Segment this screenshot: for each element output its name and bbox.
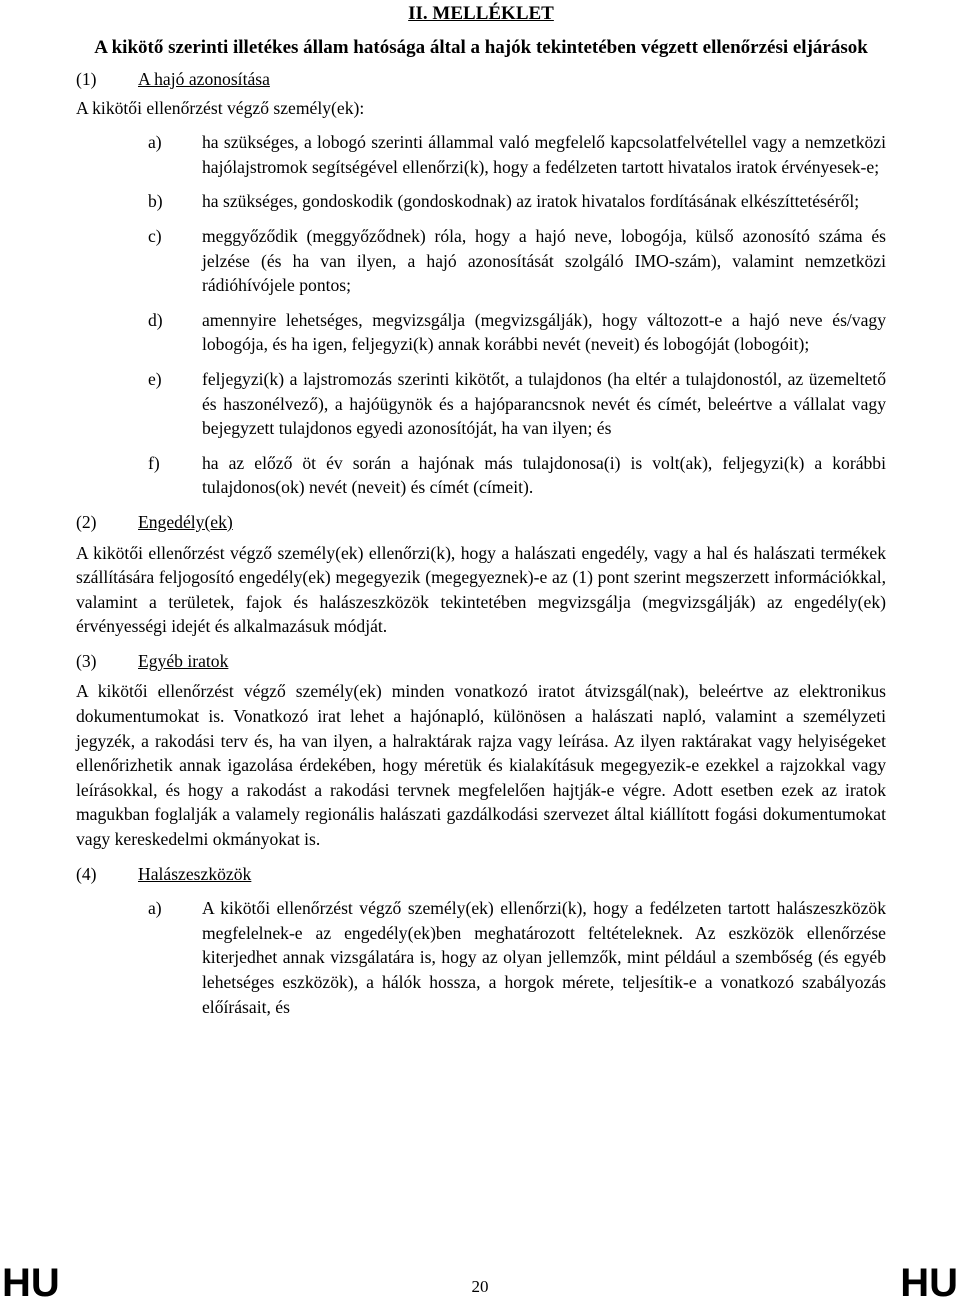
footer-language-left: HU	[2, 1261, 60, 1305]
document-page	[76, 0, 886, 1029]
item-label: b)	[148, 191, 163, 212]
main-title: A kikötő szerinti illetékes állam hatósága által a hajók tekintetében végzett ellenőrzési eljárások	[94, 37, 868, 58]
item-label: d)	[148, 309, 163, 330]
section-number: (3)	[76, 650, 97, 671]
list-item	[148, 189, 886, 214]
section-heading	[76, 510, 886, 535]
section-number: (2)	[76, 511, 97, 532]
item-text: ha az előző öt év során a hajónak más tulajdonosa(i) is volt(ak), feljegyzi(k) a korábbi tulajdonos(ok) nevét (neveit) és címét (címeit).	[202, 452, 886, 498]
item-label: e)	[148, 368, 162, 389]
item-text: amennyire lehetséges, megvizsgálja (megvizsgálják), hogy változott-e a hajó neve és/vagy lobogója, és ha igen, feljegyzi(k) annak korábbi nevét (neveit) és lobogóját (lobogóit);	[202, 309, 886, 355]
section-title: Halászeszközök	[138, 863, 252, 884]
list-item	[148, 224, 886, 298]
list-item	[148, 451, 886, 500]
item-text: meggyőződik (meggyőződnek) róla, hogy a hajó neve, lobogója, külső azonosító száma és jelzése (és ha van ilyen, a hajó azonosítását szolgáló IMO-szám), valamint nemzetközi rádióhívójele pontos;	[202, 225, 886, 296]
item-text: feljegyzi(k) a lajstromozás szerinti kikötőt, a tulajdonos (ha eltér a tulajdonostól, az üzemeltető és haszonélvező), a hajóügynök és a hajóparancsnok nevét és címét, beleértve a vállalat vagy bejegyzett tulajdonos egyedi azonosítóját, ha van ilyen; és	[202, 368, 886, 439]
section-title: Engedély(ek)	[138, 511, 233, 532]
item-label: f)	[148, 452, 160, 473]
section-intro: A kikötői ellenőrzést végző személy(ek):	[76, 97, 365, 118]
section-title: Egyéb iratok	[138, 650, 229, 671]
section-title: A hajó azonosítása	[138, 69, 270, 89]
list-item	[148, 130, 886, 179]
section-number: (1)	[76, 69, 97, 89]
page-number: 20	[471, 1277, 489, 1297]
item-text: ha szükséges, a lobogó szerinti állammal való megfelelő kapcsolatfelvétellel vagy a nemzetközi hajólajstromok segítségével ellenőrzi(k), hogy a fedélzeten tartott hivatalos iratok érvényesek-e;	[202, 132, 886, 177]
section-paragraph: A kikötői ellenőrzést végző személy(ek) ellenőrzi(k), hogy a halászati engedély, vagy a hal és halászati termékek szállítására feljogosító engedély(ek) megegyezik (megegyeznek)-e az (1) pont szerint megszerzett információkkal, valamint a területek, fajok és halászeszközök tekintetében megvizsgálja (megvizsgálják) az engedély(ek) érvényességi idejét és alkalmazásuk módját.	[76, 542, 886, 637]
item-text: A kikötői ellenőrzést végző személy(ek) ellenőrzi(k), hogy a fedélzeten tartott halászeszközök megfelelnek-e az engedély(ek)ben meghatározott feltételeknek. Az eszközök ellenőrzése kiterjedhet annak vizsgálatára is, hogy az olyan jellemzők, mint például a szembőség (és egyéb lehetséges eszközök), a hálók hossza, a horgok mérete, teljesítik-e a vonatkozó szabályozás előírásait, és	[202, 898, 886, 1017]
section-heading	[76, 67, 886, 92]
item-text: ha szükséges, gondoskodik (gondoskodnak) az iratok hivatalos fordításának elkészíttetéséről;	[202, 191, 860, 212]
section-heading	[76, 649, 886, 674]
annex-title: II. MELLÉKLET	[408, 3, 554, 24]
list-item	[148, 896, 886, 1019]
item-list	[148, 130, 886, 500]
item-list	[148, 896, 886, 1019]
item-label: c)	[148, 225, 162, 246]
list-item	[148, 367, 886, 441]
section-paragraph: A kikötői ellenőrzést végző személy(ek) minden vonatkozó iratot átvizsgál(nak), beleértve az elektronikus dokumentumokat is. Vonatkozó irat lehet a hajónapló, különösen a halászati napló, valamint a személyzeti jegyzék, a rakodási terv és, ha van ilyen, a halraktárak rajza vagy leírása. Az ilyen raktárakat vagy helyiségeket ellenőrizhetik annak igazolása érdekében, hogy méretük és kialakításuk megegyezik-e ezekkel a rajzokkal vagy leírásokkal, és hogy a rakodást a rakodási tervnek megfelelően hajtják-e végre. Adott esetben ezek az iratok magukban foglalják a valamely regionális halászati gazdálkodási szervezet által kiállított fogási dokumentumokat vagy kereskedelmi okmányokat is.	[76, 681, 886, 850]
section-heading	[76, 862, 886, 887]
item-label: a)	[148, 898, 162, 919]
footer-language-right: HU	[900, 1261, 958, 1305]
list-item	[148, 308, 886, 357]
item-label: a)	[148, 132, 162, 153]
section-number: (4)	[76, 863, 97, 884]
